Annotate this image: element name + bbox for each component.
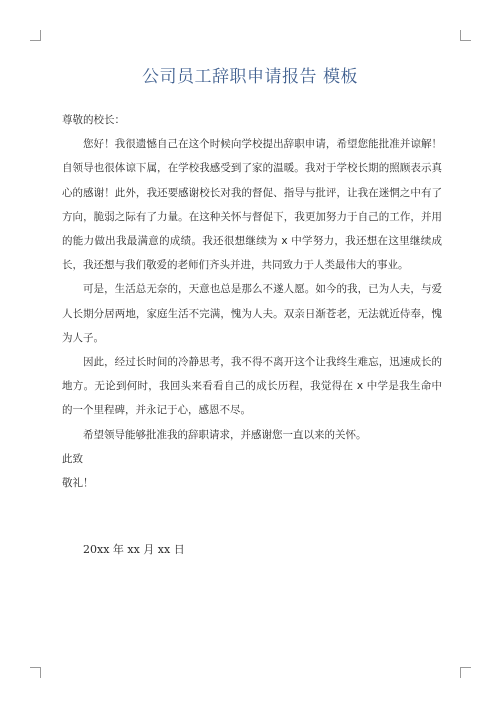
- crop-mark-bottom-left: [30, 667, 41, 678]
- document-title: 公司员工辞职申请报告 模板: [142, 67, 358, 87]
- crop-mark-top-right: [460, 30, 471, 41]
- closing-line-1: 此致: [62, 452, 83, 465]
- signature-date: 20xx 年 xx 月 xx 日: [83, 543, 185, 556]
- crop-mark-top-left: [30, 30, 41, 41]
- crop-mark-bottom-right: [460, 667, 471, 678]
- closing-line-2: 敬礼！: [62, 477, 94, 490]
- paragraph-1: 您好！我很遗憾自己在这个时候向学校提出辞职申请，希望您能批准并谅解！自领导也很体谅下属，在学校我感受到了家的温暖。我对于学校长期的照顾表示真心的感谢！此外，我还要感谢校长对我的督促、指导与批评，让我在迷惘之中有了方向，脆弱之际有了力量。在这种关怀与督促下，我更加努力于自己的工作，并用的能力做出我最满意的成绩。我还很想继续为 x 中学努力，我还想在这里继续成长，我还想与我们敬爱的老师们齐头并进，共同致力于人类最伟大的事业。: [62, 138, 442, 272]
- paragraph-3: 因此，经过长时间的冷静思考，我不得不离开这个让我终生难忘，迅速成长的地方。无论到何时，我回头来看看自己的成长历程，我觉得在 x 中学是我生命中的一个里程碑，并永记于心，感恩不尽。: [62, 356, 442, 417]
- salutation: 尊敬的校长：: [62, 114, 125, 126]
- document-body: [62, 108, 442, 495]
- paragraph-2: 可是，生活总无奈的，天意也总是那么不遂人愿。如今的我，已为人夫，与爱人长期分居两地，家庭生活不完满，愧为人夫。双亲日渐苍老，无法就近侍奉，愧为人子。: [62, 283, 442, 344]
- paragraph-4: 希望领导能够批准我的辞职请求，并感谢您一直以来的关怀。: [83, 428, 367, 441]
